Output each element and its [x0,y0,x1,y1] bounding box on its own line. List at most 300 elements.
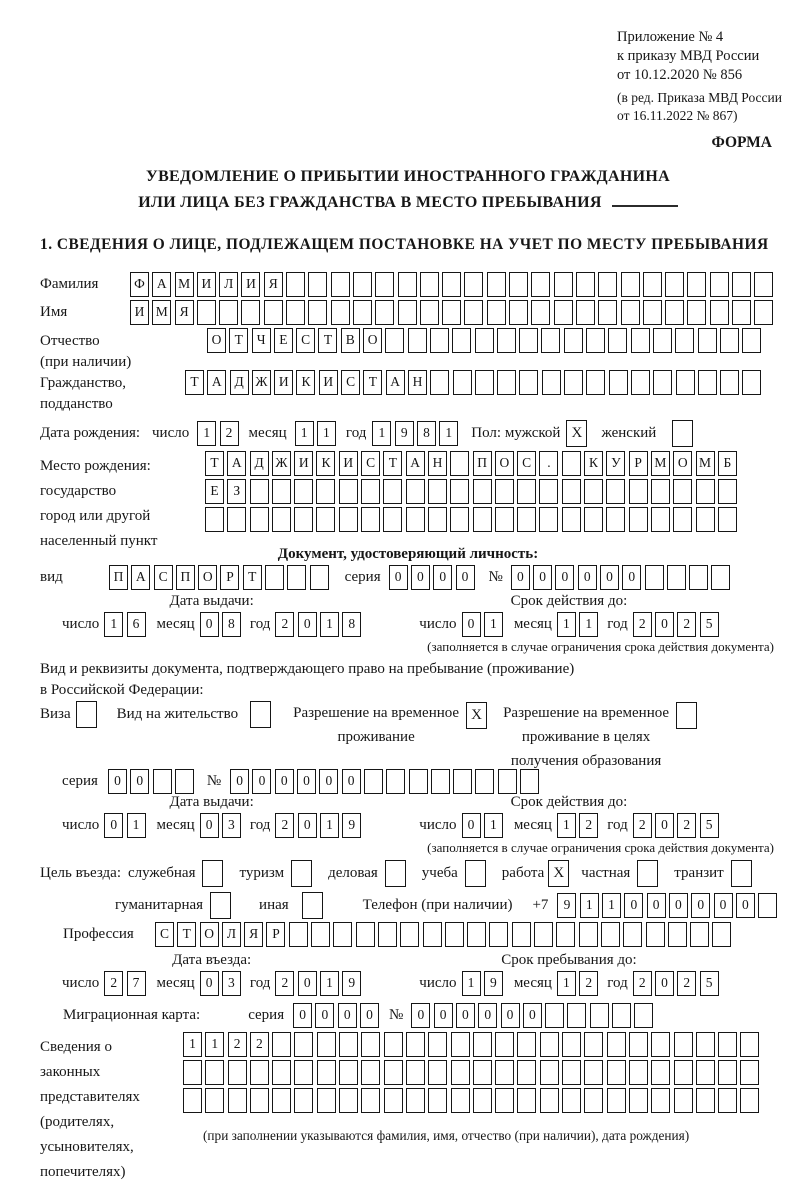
char-cell [400,922,419,947]
char-cell: 0 [275,769,294,794]
char-cell: 0 [104,813,123,838]
char-cell: 0 [230,769,249,794]
char-cell [464,300,483,325]
char-cell [316,507,335,532]
char-cell: 0 [462,813,481,838]
char-cell [308,300,327,325]
char-cell [539,507,558,532]
char-cell: Д [250,451,269,476]
option-edu-permit-line-1: Разрешение на временное [503,705,670,721]
purpose-private-checkbox [637,860,658,887]
char-cell [645,565,664,590]
char-cell: 2 [250,1032,269,1057]
char-cell: 0 [434,1003,453,1028]
char-cell [153,769,172,794]
char-cell [562,1032,581,1057]
char-cell [375,272,394,297]
char-cell: 0 [691,893,710,918]
char-cell [473,1060,492,1085]
appendix-block [617,28,782,124]
birth-place-label-line-1: Место рождения: [40,458,151,474]
char-cell: 2 [275,971,294,996]
char-cell [495,479,514,504]
char-cell [562,507,581,532]
char-cell: 0 [462,612,481,637]
char-cell [554,300,573,325]
char-cell [564,328,583,353]
char-cell [667,565,686,590]
patronymic-label [40,328,207,373]
identity-doc-number-cells [511,565,731,590]
char-cell [384,1032,403,1057]
char-cell [428,1060,447,1085]
appendix-line-1: Приложение № 4 [617,29,724,45]
purpose-business-checkbox [385,860,406,887]
char-cell [710,300,729,325]
char-cell [520,769,539,794]
char-cell [375,300,394,325]
char-cell [409,769,428,794]
char-cell [464,272,483,297]
char-cell: 0 [736,893,755,918]
purpose-humanitarian-checkbox [210,892,231,919]
option-residence-permit-checkbox [250,701,271,728]
residence-issue-day-label: число [62,817,100,833]
char-cell: 0 [315,1003,334,1028]
section1-heading: 1. СВЕДЕНИЯ О ЛИЦЕ, ПОДЛЕЖАЩЕМ ПОСТАНОВКЕ НА УЧЕТ ПО МЕСТУ ПРЕБЫВАНИЯ [40,236,769,253]
char-cell [718,1032,737,1057]
char-cell [675,328,694,353]
char-cell [718,1088,737,1113]
char-cell: 2 [677,612,696,637]
char-cell [519,328,538,353]
char-cell: 1 [580,893,599,918]
char-cell: 1 [320,612,339,637]
residence-series-cells [108,769,194,794]
char-cell [665,300,684,325]
char-cell [646,922,665,947]
patronymic-label-line-2: (при наличии) [40,354,132,370]
citizenship-label [40,370,185,415]
char-cell: 0 [411,1003,430,1028]
stay-year-label: год [607,975,628,991]
char-cell: М [175,272,194,297]
char-cell: 0 [647,893,666,918]
char-cell [450,451,469,476]
char-cell [228,1060,247,1085]
purpose-work-checkbox: X [548,860,569,887]
issue-year-label: год [249,616,271,632]
residence-valid-day-cells [462,813,503,838]
char-cell [428,507,447,532]
citizenship-cells [185,370,761,395]
option-edu-permit-label [503,701,669,773]
char-cell [562,1088,581,1113]
identity-issue-month-cells [200,612,241,637]
char-cell: О [200,922,219,947]
char-cell [451,1088,470,1113]
identity-doc-kind-cells [109,565,329,590]
char-cell [651,479,670,504]
char-cell: Е [205,479,224,504]
char-cell: В [341,328,360,353]
char-cell [512,922,531,947]
char-cell [698,328,717,353]
char-cell [205,1088,224,1113]
birth-place-label-line-2: государство [40,483,117,499]
char-cell [696,507,715,532]
char-cell [562,1060,581,1085]
revision-line-1: (в ред. Приказа МВД России [617,90,782,105]
residence-valid-heading: Срок действия до: [510,794,628,810]
representatives-rows [183,1032,759,1144]
char-cell: М [651,451,670,476]
char-cell: Я [244,922,263,947]
char-cell: Т [229,328,248,353]
char-cell [509,300,528,325]
char-cell: 1 [320,813,339,838]
identity-doc-valid-group [419,593,718,637]
char-cell [183,1060,202,1085]
stay-until-heading: Срок пребывания до: [501,952,637,968]
char-cell: О [363,328,382,353]
char-cell: 0 [655,971,674,996]
stay-month-cells [557,971,598,996]
char-cell [606,479,625,504]
char-cell [442,272,461,297]
char-cell [629,507,648,532]
char-cell [564,370,583,395]
identity-doc-series-label: серия [344,569,381,585]
char-cell: А [227,451,246,476]
char-cell [586,328,605,353]
birth-place-row-2 [205,479,737,504]
char-cell: К [316,451,335,476]
char-cell [541,328,560,353]
char-cell: 0 [456,1003,475,1028]
valid-month-label: месяц [513,616,552,632]
char-cell [643,300,662,325]
char-cell: 0 [297,769,316,794]
char-cell: Р [266,922,285,947]
birth-place-row-3 [205,507,737,532]
char-cell [584,1032,603,1057]
char-cell [509,272,528,297]
char-cell [718,507,737,532]
char-cell [467,922,486,947]
char-cell [562,479,581,504]
char-cell [531,272,550,297]
residence-issue-group [62,794,361,838]
char-cell: 0 [523,1003,542,1028]
purpose-business [328,860,406,887]
representatives-label-line-6: попечителях) [40,1164,126,1180]
char-cell [384,1060,403,1085]
char-cell [634,1003,653,1028]
purpose-tourism [239,860,312,887]
char-cell [732,300,751,325]
char-cell: Т [363,370,382,395]
form-title-line-2-wrap [40,190,776,216]
char-cell [430,328,449,353]
char-cell [250,479,269,504]
char-cell [339,479,358,504]
entry-year-cells [275,971,361,996]
char-cell [674,1032,693,1057]
char-cell: Р [220,565,239,590]
char-cell [450,479,469,504]
char-cell: 2 [275,612,294,637]
char-cell [517,1032,536,1057]
char-cell: 0 [108,769,127,794]
purpose-tourism-label: туризм [239,865,285,881]
char-cell [384,1088,403,1113]
char-cell [629,1060,648,1085]
char-cell [385,328,404,353]
char-cell [361,479,380,504]
identity-valid-year-cells [633,612,719,637]
char-cell [540,1032,559,1057]
char-cell [579,922,598,947]
char-cell [487,300,506,325]
char-cell [331,300,350,325]
char-cell: 0 [622,565,641,590]
char-cell: 5 [700,612,719,637]
char-cell [428,1032,447,1057]
char-cell [453,370,472,395]
valid-year-label: год [607,616,628,632]
char-cell: Ж [252,370,271,395]
given-name-cells [130,300,773,325]
appendix-line-2: к приказу МВД России [617,48,760,64]
char-cell [495,507,514,532]
char-cell: П [473,451,492,476]
char-cell [378,922,397,947]
char-cell: 1 [439,421,458,446]
stay-day-cells [462,971,503,996]
char-cell: 0 [478,1003,497,1028]
char-cell: Н [428,451,447,476]
representatives-label [40,1032,183,1185]
option-edu-permit-line-3: получения образования [510,753,662,769]
entry-year-label: год [249,975,271,991]
char-cell: 5 [700,813,719,838]
option-visa [40,701,97,728]
char-cell [250,1088,269,1113]
identity-doc-number-label: № [488,569,503,585]
char-cell: Д [230,370,249,395]
char-cell [651,1088,670,1113]
char-cell: А [152,272,171,297]
option-temp-permit-checkbox: X [466,702,487,729]
char-cell [754,272,773,297]
char-cell [339,507,358,532]
citizenship-label-line-2: подданство [40,396,113,412]
char-cell [732,272,751,297]
char-cell [183,1088,202,1113]
patronymic-label-line-1: Отчество [40,333,100,349]
char-cell: 0 [319,769,338,794]
phone-label: Телефон (при наличии) [362,897,513,913]
char-cell [406,1032,425,1057]
char-cell [272,507,291,532]
residence-number-cells [230,769,539,794]
char-cell [473,1088,492,1113]
char-cell: И [339,451,358,476]
char-cell: Б [718,451,737,476]
char-cell: 1 [557,813,576,838]
char-cell [621,272,640,297]
birth-place-label-line-3: город или другой [40,508,151,524]
char-cell [651,1032,670,1057]
char-cell [698,370,717,395]
char-cell [331,272,350,297]
char-cell: О [673,451,692,476]
char-cell [475,769,494,794]
option-edu-permit [503,701,697,773]
char-cell [383,479,402,504]
char-cell [286,272,305,297]
char-cell [353,300,372,325]
char-cell: . [539,451,558,476]
char-cell: И [197,272,216,297]
char-cell [445,922,464,947]
char-cell: 0 [533,565,552,590]
char-cell [498,769,517,794]
representatives-label-line-5: усыновителях, [40,1139,134,1155]
char-cell [289,922,308,947]
char-cell [294,1060,313,1085]
identity-doc-note: (заполняется в случае ограничения срока действия документа) [427,639,774,654]
char-cell [386,769,405,794]
char-cell [631,370,650,395]
char-cell [364,769,383,794]
char-cell [517,1060,536,1085]
option-temp-permit-line-1: Разрешение на временное [293,705,460,721]
char-cell [406,507,425,532]
char-cell [676,370,695,395]
issue-day-label: число [62,616,100,632]
residence-valid-group [419,794,718,838]
char-cell [428,1088,447,1113]
char-cell: 0 [130,769,149,794]
char-cell: 1 [557,971,576,996]
entry-month-label: месяц [156,975,195,991]
birth-place-label-line-4: населенный пункт [40,533,158,549]
char-cell [287,565,306,590]
residence-valid-month-cells [557,813,598,838]
entry-date-heading: Дата въезда: [172,952,252,968]
char-cell [430,370,449,395]
char-cell: 0 [298,612,317,637]
birth-month-label: месяц [248,425,287,441]
char-cell: 9 [342,813,361,838]
char-cell [442,300,461,325]
migration-card-number-label: № [389,1007,404,1023]
char-cell [473,1032,492,1057]
char-cell [175,769,194,794]
char-cell: Ж [272,451,291,476]
migration-card-series-cells [293,1003,379,1028]
char-cell: О [207,328,226,353]
char-cell [317,1032,336,1057]
char-cell: 1 [205,1032,224,1057]
char-cell: К [584,451,603,476]
char-cell: Е [274,328,293,353]
char-cell [406,1060,425,1085]
char-cell [241,300,260,325]
char-cell: 0 [293,1003,312,1028]
option-residence-permit [117,701,271,728]
identity-valid-month-cells [557,612,598,637]
char-cell: Я [175,300,194,325]
blank-underline [612,191,678,207]
char-cell [250,1060,269,1085]
char-cell [653,370,672,395]
char-cell: 0 [624,893,643,918]
gender-male-label: Пол: мужской [471,425,561,441]
char-cell [475,370,494,395]
purpose-tourism-checkbox [291,860,312,887]
identity-doc-heading: Документ, удостоверяющий личность: [277,546,539,562]
char-cell [272,1060,291,1085]
char-cell [317,1060,336,1085]
identity-issue-day-cells [104,612,145,637]
char-cell [311,922,330,947]
char-cell [272,479,291,504]
char-cell: О [198,565,217,590]
revision-line-2: от 16.11.2022 № 867) [617,107,738,123]
char-cell: Ч [252,328,271,353]
char-cell [673,507,692,532]
char-cell [420,300,439,325]
identity-doc-valid-heading: Срок действия до: [510,593,628,609]
given-name-label: Имя [40,304,68,320]
stay-year-cells [633,971,719,996]
representatives-row-1 [183,1032,759,1057]
char-cell [590,1003,609,1028]
valid-day-label: число [419,616,457,632]
char-cell [539,479,558,504]
purpose-official [128,860,224,887]
char-cell: 0 [669,893,688,918]
char-cell [519,370,538,395]
birth-place-row-1 [205,451,737,476]
profession-cells [155,922,731,947]
char-cell [598,272,617,297]
purpose-private [581,860,658,887]
char-cell: С [296,328,315,353]
char-cell: 1 [557,612,576,637]
char-cell [545,1003,564,1028]
char-cell [219,300,238,325]
char-cell [361,1032,380,1057]
representatives-row-2 [183,1060,759,1085]
char-cell [475,328,494,353]
char-cell: 0 [298,971,317,996]
char-cell [517,507,536,532]
char-cell [696,479,715,504]
char-cell [629,479,648,504]
identity-valid-day-cells [462,612,503,637]
option-edu-permit-checkbox [676,702,697,729]
residence-issue-year-label: год [249,817,271,833]
char-cell [754,300,773,325]
char-cell: С [154,565,173,590]
char-cell [294,507,313,532]
char-cell [406,1088,425,1113]
purpose-other [259,892,323,919]
